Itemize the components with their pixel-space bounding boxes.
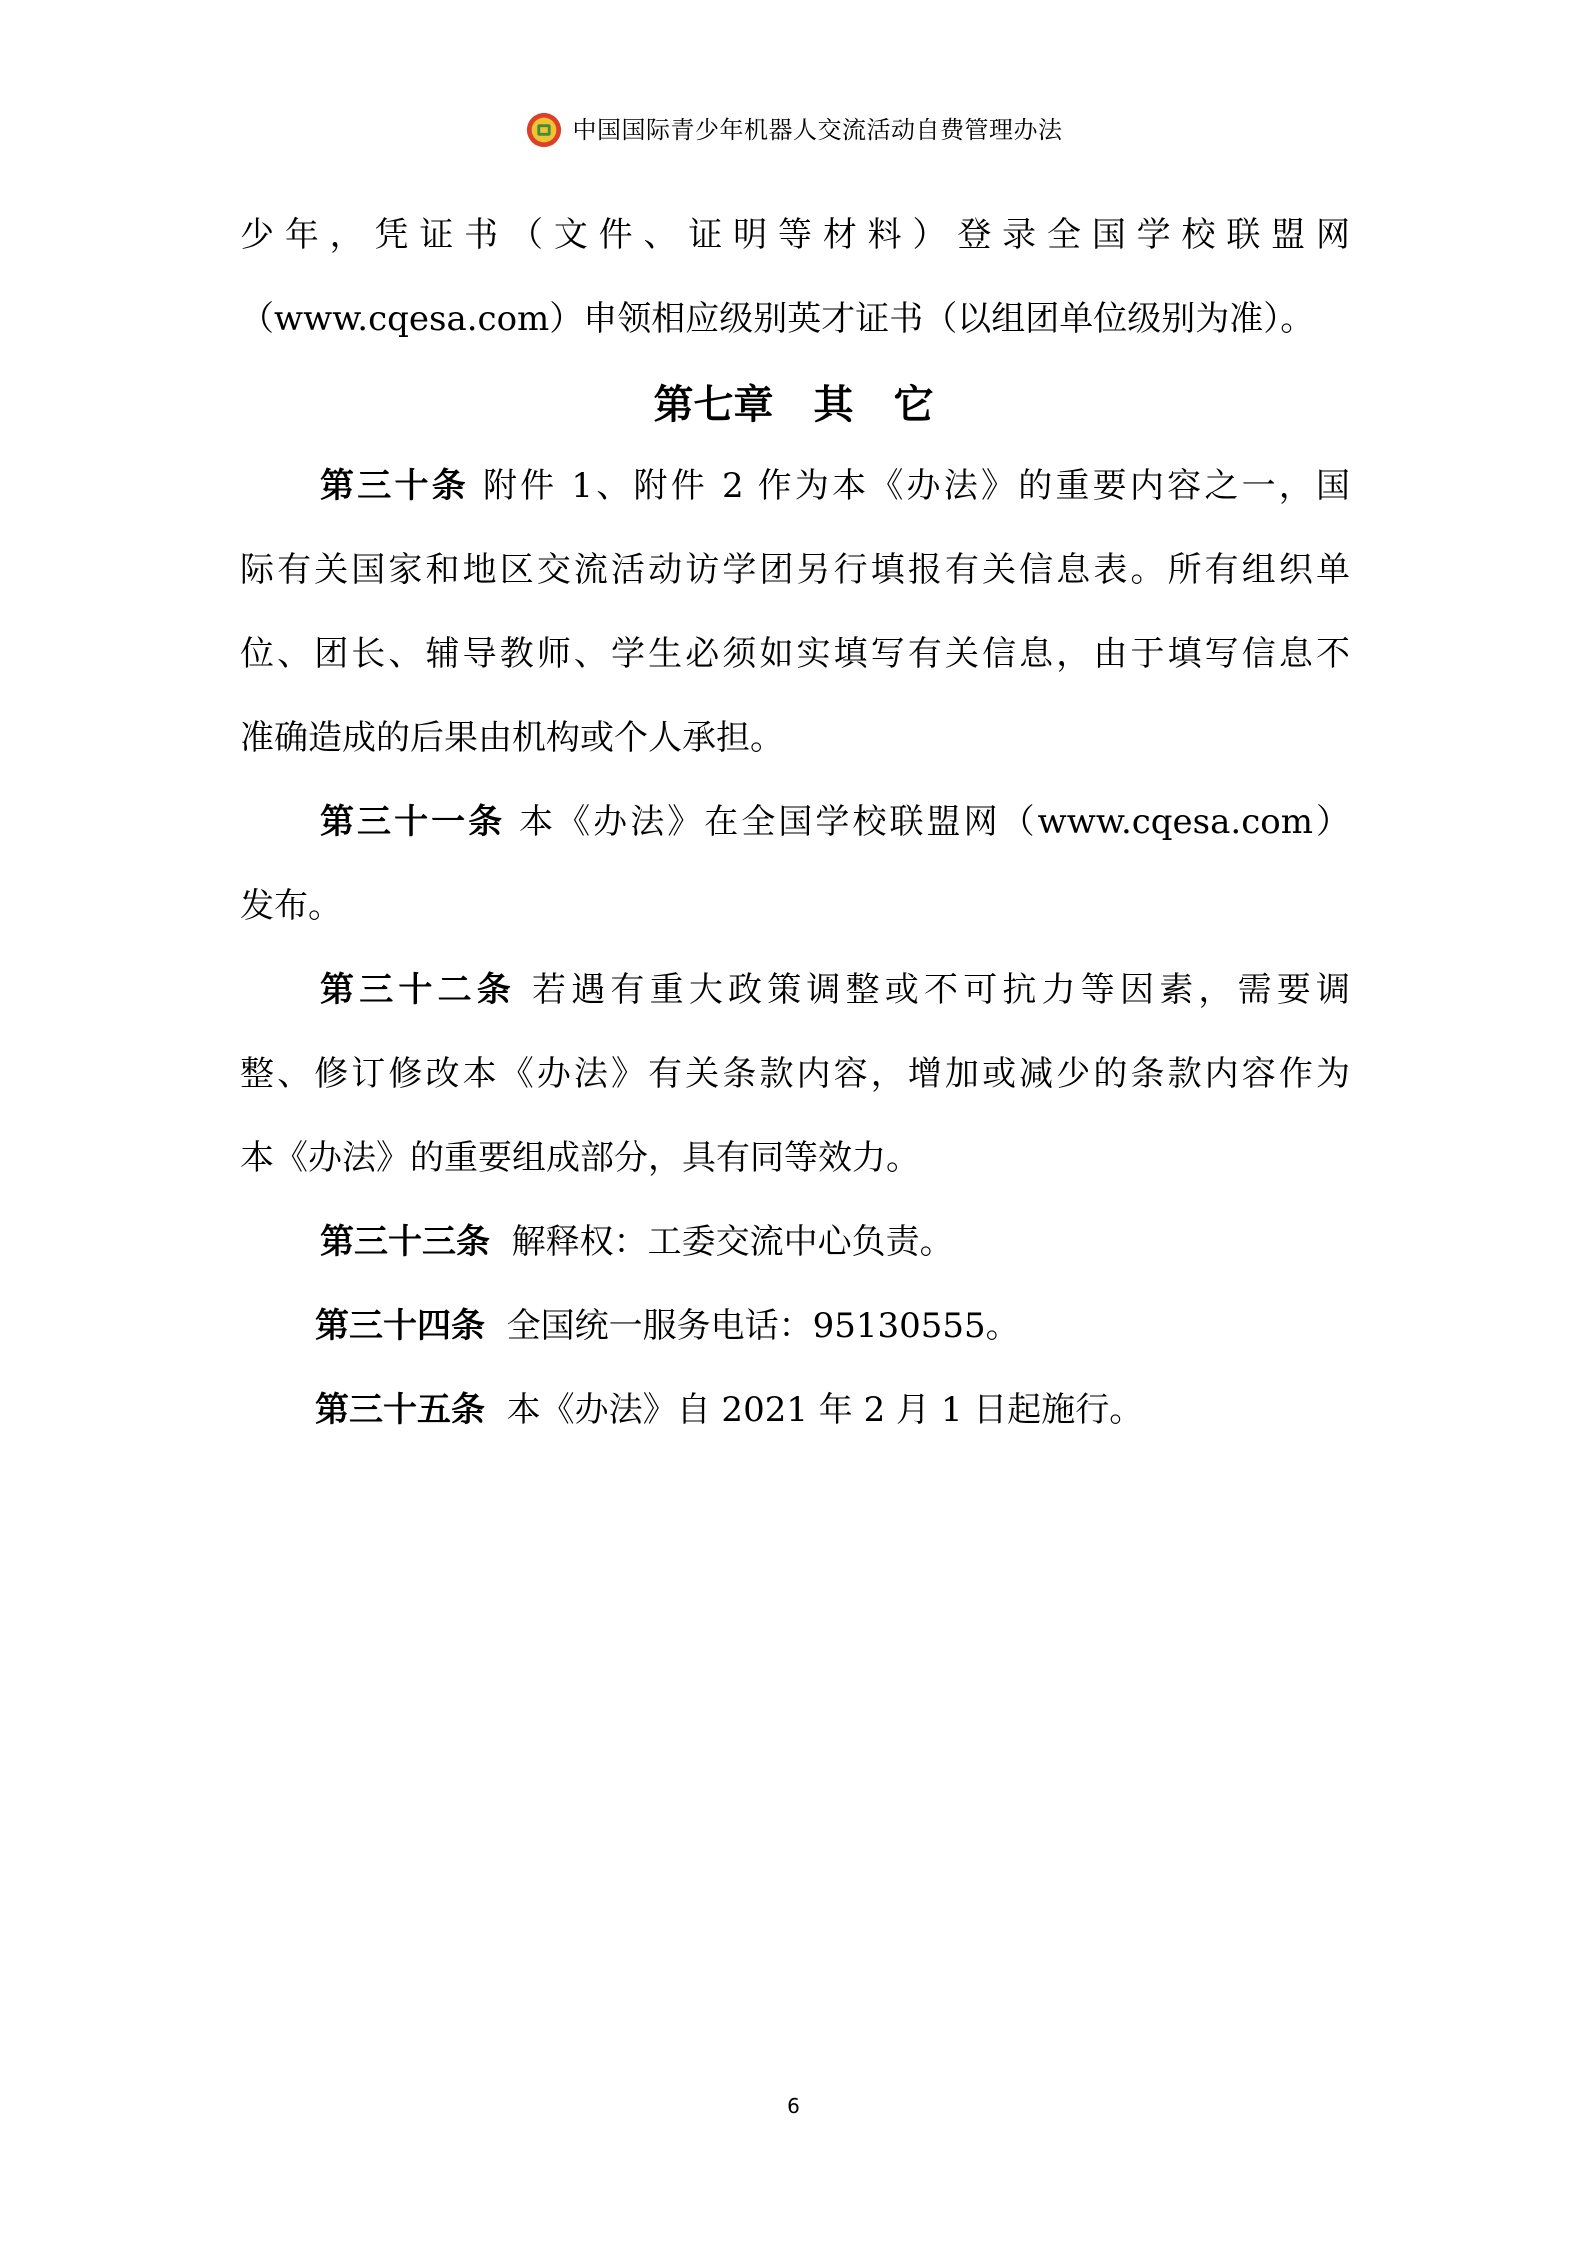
article-33-label: 第三十三条 (320, 1222, 490, 1262)
article-33-line-1 (240, 1220, 1350, 1264)
article-34-label: 第三十四条 (315, 1306, 485, 1346)
article-34-line-1 (240, 1304, 1350, 1348)
article-34-text-1: 全国统一服务电话：95130555。 (506, 1306, 1020, 1346)
article-32-line-3: 本《办法》的重要组成部分，具有同等效力。 (240, 1138, 920, 1178)
article-30-line-3: 位、团长、辅导教师、学生必须如实填写有关信息，由于填写信息不 (240, 634, 1350, 674)
article-31-label: 第三十一条 (320, 802, 506, 842)
article-30-label: 第三十条 (320, 466, 469, 506)
article-30-line-2: 际有关国家和地区交流活动访学团另行填报有关信息表。所有组织单 (240, 550, 1350, 590)
article-35-label: 第三十五条 (315, 1390, 485, 1430)
article-31-line-1 (240, 800, 1350, 844)
article-30-line-1 (240, 464, 1350, 508)
article-32-line-2: 整、修订修改本《办法》有关条款内容，增加或减少的条款内容作为 (240, 1054, 1350, 1094)
continuation-line-1: 少年，凭证书（文件、证明等材料）登录全国学校联盟网 (240, 215, 1350, 255)
article-30-line-4: 准确造成的后果由机构或个人承担。 (240, 718, 784, 758)
article-30-text-1: 附件 1、附件 2 作为本《办法》的重要内容之一，国 (482, 466, 1351, 506)
article-31-line-2: 发布。 (240, 886, 342, 926)
article-33-text-1: 解释权：工委交流中心负责。 (511, 1222, 954, 1262)
article-32-text-1: 若遇有重大政策调整或不可抗力等因素，需要调 (532, 970, 1351, 1010)
article-35-text-1: 本《办法》自 2021 年 2 月 1 日起施行。 (506, 1390, 1144, 1430)
continuation-line-2: （www.cqesa.com）申领相应级别英才证书（以组团单位级别为准）。 (240, 299, 1315, 339)
article-31-text-1: 本《办法》在全国学校联盟网（www.cqesa.com） (519, 802, 1351, 842)
chapter-heading: 第七章 其 它 (653, 382, 934, 428)
article-35-line-1 (240, 1388, 1350, 1432)
page-header (0, 108, 1587, 152)
article-32-label: 第三十二条 (320, 970, 516, 1010)
page-number: 6 (787, 2094, 800, 2118)
organization-logo-icon (525, 111, 563, 149)
document-title: 中国国际青少年机器人交流活动自费管理办法 (572, 116, 1063, 144)
article-32-line-1 (240, 968, 1350, 1012)
